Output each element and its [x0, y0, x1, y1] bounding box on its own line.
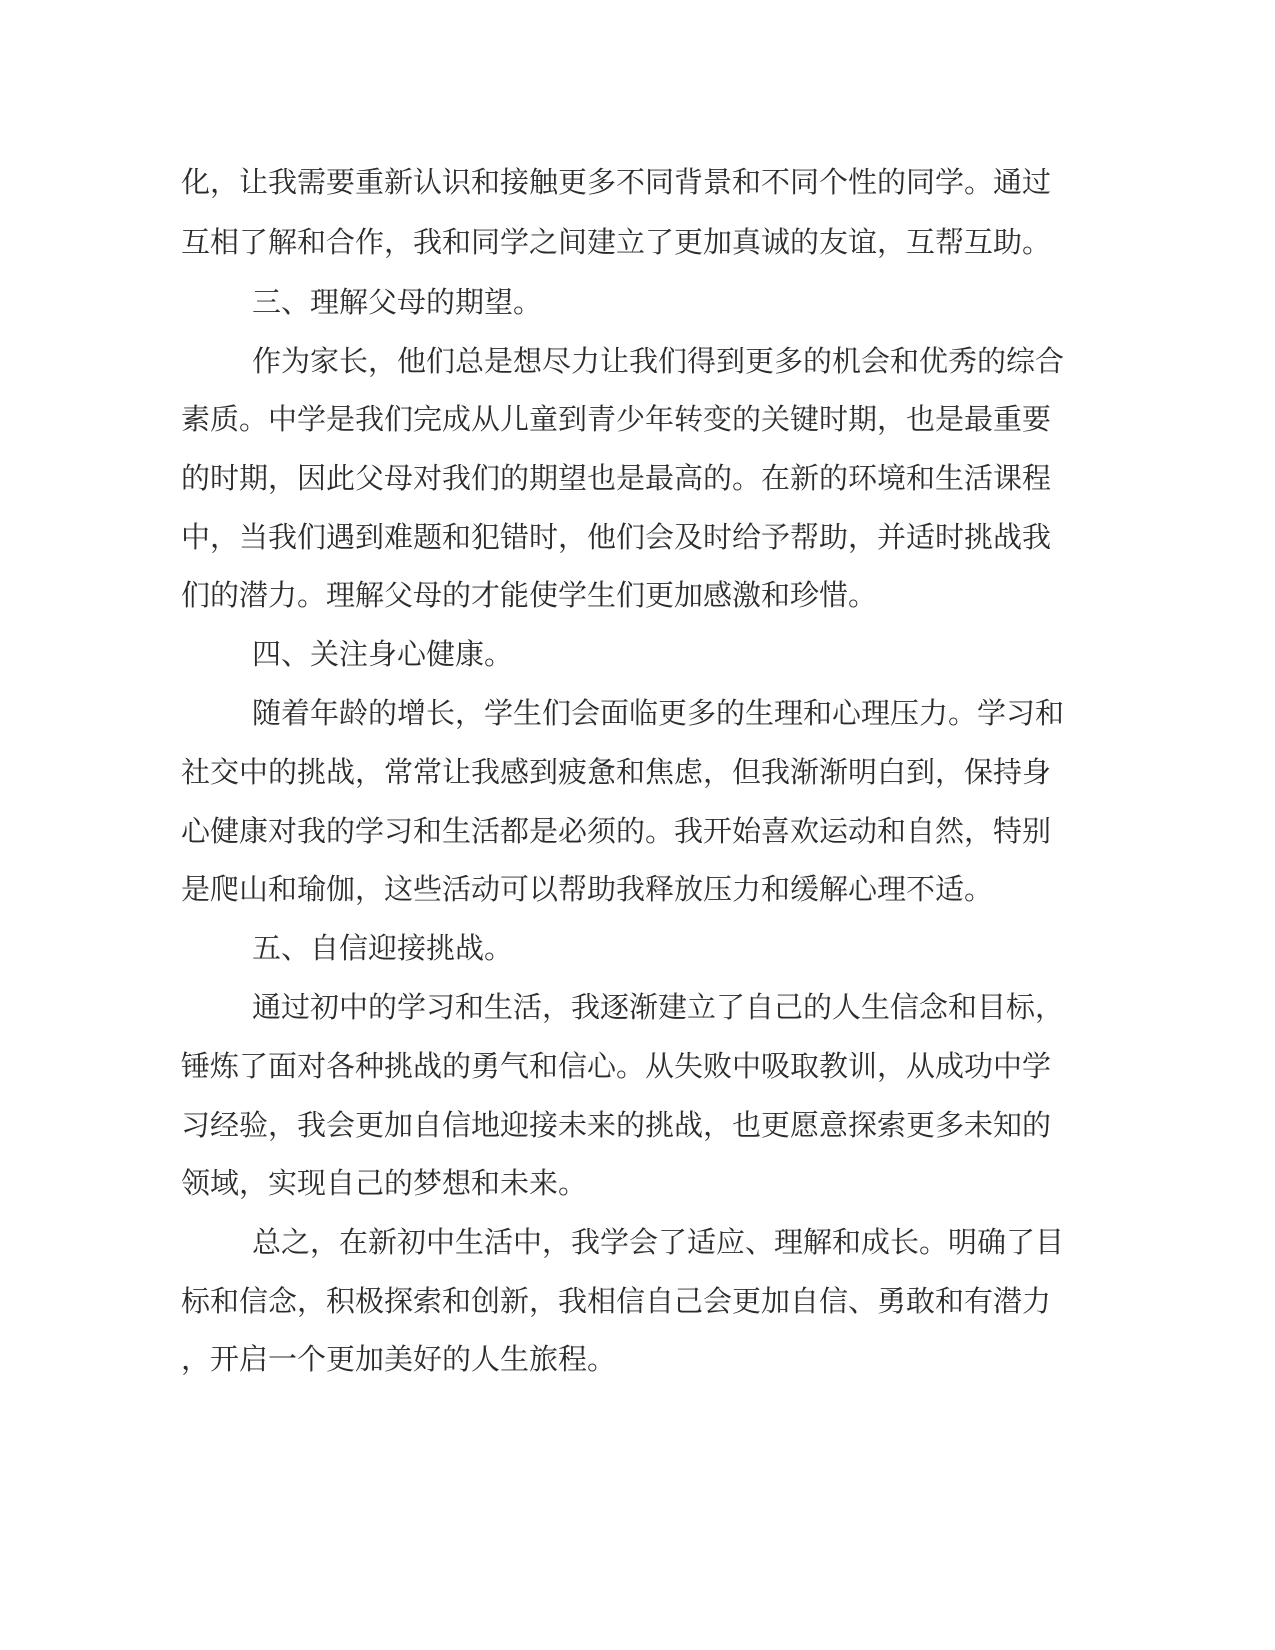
- text-line: 的时期，因此父母对我们的期望也是最高的。在新的环境和生活课程: [181, 461, 1052, 495]
- section-heading-5: 五、自信迎接挑战。: [252, 931, 514, 965]
- text-line: ，开启一个更加美好的人生旅程。: [181, 1342, 617, 1376]
- text-line: 总之，在新初中生活中，我学会了适应、理解和成长。明确了目: [252, 1225, 1065, 1259]
- text-line: 领域，实现自己的梦想和未来。: [181, 1166, 588, 1200]
- text-line: 锤炼了面对各种挑战的勇气和信心。从失败中吸取教训，从成功中学: [181, 1049, 1052, 1083]
- section-heading-3: 三、理解父母的期望。: [252, 285, 543, 319]
- text-line: 通过初中的学习和生活，我逐渐建立了自己的人生信念和目标，: [252, 990, 1065, 1024]
- text-line: 是爬山和瑜伽，这些活动可以帮助我释放压力和缓解心理不适。: [181, 872, 994, 906]
- text-line: 标和信念，积极探索和创新，我相信自己会更加自信、勇敢和有潜力: [181, 1284, 1052, 1318]
- text-line: 互相了解和合作，我和同学之间建立了更加真诚的友谊，互帮互助。: [181, 225, 1052, 259]
- text-line: 化，让我需要重新认识和接触更多不同背景和不同个性的同学。通过: [181, 165, 1052, 199]
- text-line: 作为家长，他们总是想尽力让我们得到更多的机会和优秀的综合: [252, 344, 1065, 378]
- text-line: 中，当我们遇到难题和犯错时，他们会及时给予帮助，并适时挑战我: [181, 520, 1052, 554]
- text-line: 素质。中学是我们完成从儿童到青少年转变的关键时期，也是最重要: [181, 402, 1052, 436]
- text-line: 们的潜力。理解父母的才能使学生们更加感激和珍惜。: [181, 578, 878, 612]
- text-line: 习经验，我会更加自信地迎接未来的挑战，也更愿意探索更多未知的: [181, 1108, 1052, 1142]
- text-line: 心健康对我的学习和生活都是必须的。我开始喜欢运动和自然，特别: [181, 814, 1052, 848]
- section-heading-4: 四、关注身心健康。: [252, 637, 514, 671]
- text-line: 随着年龄的增长，学生们会面临更多的生理和心理压力。学习和: [252, 696, 1065, 730]
- text-line: 社交中的挑战，常常让我感到疲惫和焦虑，但我渐渐明白到，保持身: [181, 755, 1052, 789]
